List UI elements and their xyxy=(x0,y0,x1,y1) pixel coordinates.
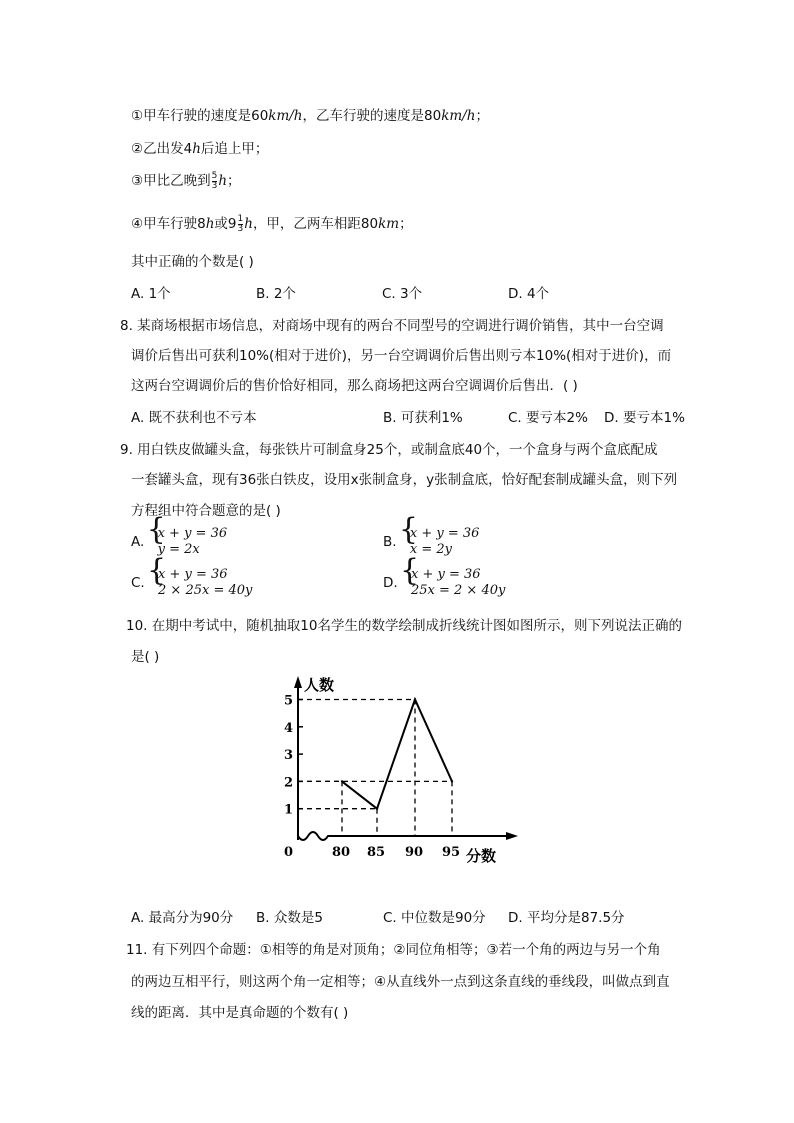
equation-system: { x + y = 36 2 × 25x = 40y xyxy=(149,567,252,599)
q11-line-3: 线的距离．其中是真命题的个数有( ) xyxy=(131,1005,349,1021)
data-point xyxy=(376,808,378,810)
statement-2: ②乙出发4h后追上甲； xyxy=(131,141,269,157)
q8-option-b: B. 可获利1% xyxy=(383,410,463,426)
x-tick-label: 90 xyxy=(405,845,424,860)
equation-system: { x + y = 36 y = 2x xyxy=(149,526,228,558)
y-tick-label: 4 xyxy=(284,720,294,736)
y-tick-label: 2 xyxy=(284,775,294,791)
q10-option-d: D. 平均分是87.5分 xyxy=(508,910,625,926)
x-axis-arrow xyxy=(506,832,518,840)
data-series-line xyxy=(342,700,452,809)
q9-option-b: B. { x + y = 36 x = 2y xyxy=(383,526,479,558)
x-tick-label: 80 xyxy=(332,845,351,860)
line-chart xyxy=(280,670,540,870)
y-tick-label: 5 xyxy=(284,693,294,709)
q7-stem: 其中正确的个数是( ) xyxy=(131,254,254,270)
origin-label: 0 xyxy=(284,845,294,860)
q11-line-2: 的两边互相平行，则这两个角一定相等；④从直线外一点到这条直线的垂线段，叫做点到直 xyxy=(131,974,670,990)
q11-line-1: 11. 有下列四个命题：①相等的角是对顶角；②同位角相等；③若一个角的两边与另一个角 xyxy=(126,942,661,958)
q9-line-2: 一套罐头盒，现有36张白铁皮，设用x张制盒身，y张制盒底，恰好配套制成罐头盒，则下列 xyxy=(131,472,678,488)
equation-system: { x + y = 36 25x = 2 × 40y xyxy=(402,567,505,599)
q9-option-c: C. { x + y = 36 2 × 25x = 40y xyxy=(131,567,252,599)
fraction-1-3: $\frac{1}{3}$ xyxy=(237,213,244,234)
q8-line-3: 这两台空调调价后的售价恰好相同，那么商场把这两台空调调价后售出．( ) xyxy=(131,378,578,394)
q8-option-c: C. 要亏本2% xyxy=(508,410,588,426)
q10-option-a: A. 最高分为90分 xyxy=(131,910,234,926)
statement-1: ①甲车行驶的速度是60km/h，乙车行驶的速度是80km/h； xyxy=(131,108,489,124)
equation-system: { x + y = 36 x = 2y xyxy=(401,526,480,558)
q10-line-1: 10. 在期中考试中，随机抽取10名学生的数学绘制成折线统计图如图所示，则下列说法正确的 xyxy=(126,618,682,634)
x-tick-label: 95 xyxy=(442,845,461,860)
q8-line-1: 8. 某商场根据市场信息，对商场中现有的两台不同型号的空调进行调价销售，其中一台空调 xyxy=(120,318,664,334)
q10-option-c: C. 中位数是90分 xyxy=(383,910,486,926)
q9-line-1: 9. 用白铁皮做罐头盒，每张铁片可制盒身25个，或制盒底40个，一个盒身与两个盒底配成 xyxy=(120,442,658,458)
q8-option-a: A. 既不获利也不亏本 xyxy=(131,410,257,426)
data-point xyxy=(451,780,453,782)
y-axis-arrow xyxy=(294,676,302,688)
x-tick-label: 85 xyxy=(367,845,386,860)
q9-option-a: A. { x + y = 36 y = 2x xyxy=(131,526,227,558)
q10-option-b: B. 众数是5 xyxy=(256,910,323,926)
q9-option-d: D. { x + y = 36 25x = 2 × 40y xyxy=(383,567,505,599)
x-axis-title: 分数 xyxy=(466,847,497,865)
y-tick-label: 3 xyxy=(284,748,294,764)
data-point xyxy=(341,780,343,782)
y-axis-title: 人数 xyxy=(304,676,335,694)
statement-4: ④甲车行驶8h或9 $\frac{1}{3}$ h，甲，乙两车相距80km； xyxy=(131,213,413,234)
statement-3: ③甲比乙晚到 $\frac{5}{3}$ h； xyxy=(131,170,241,191)
data-point xyxy=(414,698,416,700)
q7-option-a: A. 1个 xyxy=(131,286,171,302)
x-axis xyxy=(298,832,508,840)
q8-option-d: D. 要亏本1% xyxy=(604,410,685,426)
q7-option-c: C. 3个 xyxy=(382,286,423,302)
fraction-5-3: $\frac{5}{3}$ xyxy=(211,170,218,191)
q8-line-2: 调价后售出可获利10%(相对于进价)，另一台空调调价后售出则亏本10%(相对于进价)，而 xyxy=(131,348,672,364)
q9-line-3: 方程组中符合题意的是( ) xyxy=(131,503,281,519)
q7-option-d: D. 4个 xyxy=(508,286,550,302)
y-tick-label: 1 xyxy=(284,802,294,818)
q7-option-b: B. 2个 xyxy=(256,286,296,302)
q10-line-2: 是( ) xyxy=(131,649,160,665)
